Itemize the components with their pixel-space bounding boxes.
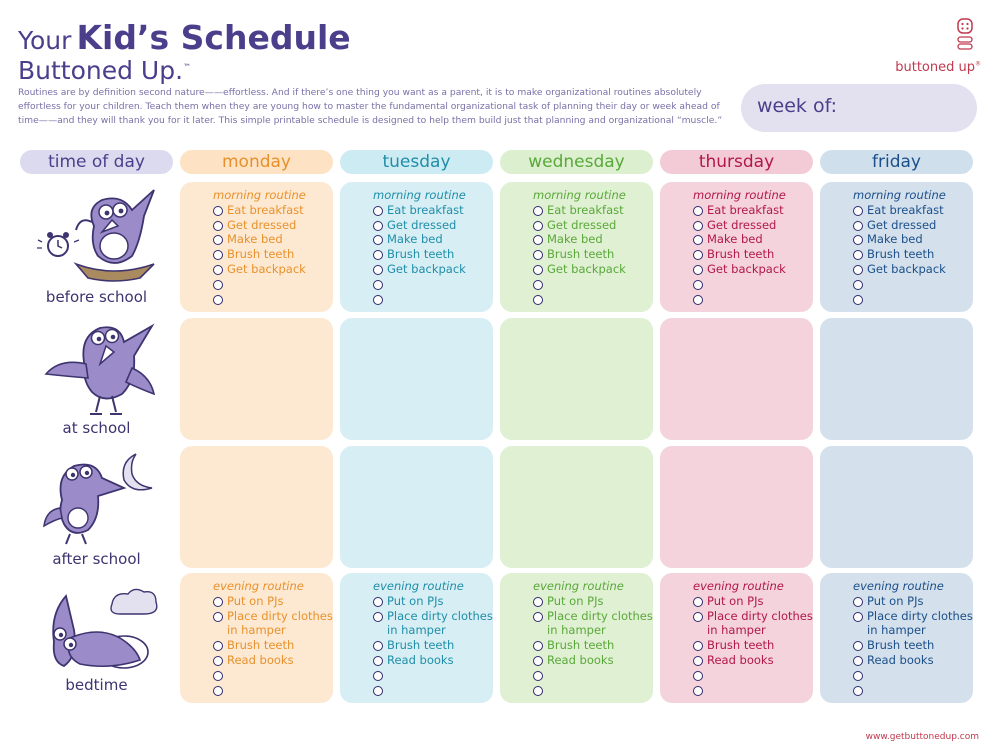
checkbox-circle-icon[interactable] <box>213 656 223 666</box>
routine-item-label: Make bed <box>547 232 603 247</box>
footer-url[interactable]: www.getbuttonedup.com <box>865 732 979 742</box>
routine-item[interactable] <box>533 232 626 247</box>
checkbox-circle-icon[interactable] <box>693 597 703 607</box>
routine-title: morning routine <box>853 188 946 202</box>
column-header-monday: monday <box>180 150 333 174</box>
cell-friday-at-school[interactable] <box>820 318 973 440</box>
routine-title: morning routine <box>693 188 786 202</box>
routine-item[interactable] <box>213 203 306 218</box>
checkbox-circle-icon[interactable] <box>213 206 223 216</box>
routine-item-continuation <box>213 623 333 638</box>
cell-tuesday-at-school[interactable] <box>340 318 493 440</box>
checkbox-circle-icon[interactable] <box>533 612 543 622</box>
blank-routine-item[interactable] <box>853 668 973 683</box>
cell-wednesday-at-school[interactable] <box>500 318 653 440</box>
routine-item-label: Place dirty clothes <box>707 608 813 623</box>
page-title <box>18 18 351 57</box>
routine-item-label: Read books <box>547 652 614 667</box>
cell-monday-after-school[interactable] <box>180 446 333 568</box>
checkbox-circle-icon[interactable] <box>693 265 703 275</box>
blank-routine-item[interactable] <box>853 292 946 307</box>
cell-wednesday-after-school[interactable] <box>500 446 653 568</box>
routine-item-label: Brush teeth <box>547 247 615 262</box>
morning-routine-list <box>693 188 786 306</box>
routine-item-label: Put on PJs <box>867 593 924 608</box>
checkbox-circle-icon[interactable] <box>693 280 703 290</box>
week-of-field[interactable] <box>741 84 977 132</box>
routine-item[interactable] <box>533 638 653 653</box>
routine-item-label: Brush teeth <box>707 247 775 262</box>
evening-routine-list <box>853 579 973 697</box>
blank-routine-item[interactable] <box>373 683 493 698</box>
brand-logo <box>881 18 981 80</box>
routine-item-label: Brush teeth <box>387 638 455 653</box>
routine-item[interactable] <box>213 609 333 624</box>
row-label-at-school: at school <box>62 419 131 437</box>
routine-item-label: in hamper <box>867 623 926 638</box>
checkbox-circle-icon[interactable] <box>373 265 383 275</box>
bird-cloud-icon <box>40 586 162 676</box>
routine-item-label: Make bed <box>707 232 763 247</box>
evening-routine-list <box>693 579 813 697</box>
checkbox-circle-icon[interactable] <box>213 280 223 290</box>
routine-item[interactable] <box>373 638 493 653</box>
routine-item[interactable] <box>373 653 493 668</box>
subtitle-text: Buttoned Up. <box>18 56 184 85</box>
checkbox-circle-icon[interactable] <box>693 671 703 681</box>
checkbox-circle-icon[interactable] <box>533 221 543 231</box>
routine-item[interactable] <box>533 247 626 262</box>
routine-title: evening routine <box>213 579 304 593</box>
bird-school-icon <box>40 318 158 418</box>
routine-item-label: Read books <box>867 652 934 667</box>
brand-name: buttoned up® <box>895 60 981 75</box>
routine-item-label: Eat breakfast <box>227 202 304 217</box>
checkbox-circle-icon[interactable] <box>213 235 223 245</box>
routine-item[interactable] <box>213 653 333 668</box>
checkbox-circle-icon[interactable] <box>213 597 223 607</box>
blank-routine-item[interactable] <box>213 277 306 292</box>
routine-item[interactable] <box>693 262 786 277</box>
cell-thursday-after-school[interactable] <box>660 446 813 568</box>
routine-item[interactable] <box>213 232 306 247</box>
routine-item-label: Make bed <box>867 232 923 247</box>
routine-item-label: Brush teeth <box>547 638 615 653</box>
checkbox-circle-icon[interactable] <box>693 206 703 216</box>
routine-item-label: Get backpack <box>547 261 626 276</box>
routine-item-label: Eat breakfast <box>547 202 624 217</box>
blank-routine-item[interactable] <box>533 277 626 292</box>
routine-item-label: Brush teeth <box>707 638 775 653</box>
routine-item-continuation <box>533 623 653 638</box>
routine-item-label: Brush teeth <box>227 247 295 262</box>
routine-item[interactable] <box>213 247 306 262</box>
blank-routine-item[interactable] <box>213 683 333 698</box>
routine-item-label: in hamper <box>387 623 446 638</box>
checkbox-circle-icon[interactable] <box>853 656 863 666</box>
trademark: ™ <box>183 62 192 72</box>
checkbox-circle-icon[interactable] <box>853 265 863 275</box>
routine-item[interactable] <box>533 653 653 668</box>
routine-item-label: Place dirty clothes <box>867 608 973 623</box>
routine-item[interactable] <box>373 232 466 247</box>
routine-title: evening routine <box>693 579 784 593</box>
routine-item[interactable] <box>853 247 946 262</box>
routine-item[interactable] <box>533 594 653 609</box>
routine-item[interactable] <box>373 203 466 218</box>
checkbox-circle-icon[interactable] <box>373 235 383 245</box>
checkbox-circle-icon[interactable] <box>373 250 383 260</box>
routine-item-label: Eat breakfast <box>867 202 944 217</box>
routine-item-continuation <box>853 623 973 638</box>
checkbox-circle-icon[interactable] <box>213 221 223 231</box>
routine-item-label: Eat breakfast <box>707 202 784 217</box>
blank-routine-item[interactable] <box>693 277 786 292</box>
routine-item-label: Read books <box>387 652 454 667</box>
routine-item[interactable] <box>533 218 626 233</box>
intro-text: Routines are by definition second nature——effortless. And if there’s one thing you want as a parent, it is to make organizational routines absolutely effortless for your children. Teach them when they are young how to master the fundamental organizational task of planning their day or week ahead of time——and they will thank you for it later. This simple printable schedule is designed to help them build just that planning and organizational “muscle.” <box>18 87 723 126</box>
cell-thursday-at-school[interactable] <box>660 318 813 440</box>
morning-routine-list <box>373 188 466 306</box>
blank-routine-item[interactable] <box>533 292 626 307</box>
routine-item-label: Brush teeth <box>227 638 295 653</box>
buttons-logo-icon <box>955 18 975 50</box>
routine-item[interactable] <box>853 262 946 277</box>
morning-routine-list <box>533 188 626 306</box>
column-header-thursday: thursday <box>660 150 813 174</box>
checkbox-circle-icon[interactable] <box>373 280 383 290</box>
routine-item[interactable] <box>853 653 973 668</box>
column-header-friday: friday <box>820 150 973 174</box>
evening-routine-list <box>373 579 493 697</box>
checkbox-circle-icon[interactable] <box>853 235 863 245</box>
routine-item-label: Put on PJs <box>707 593 764 608</box>
checkbox-circle-icon[interactable] <box>693 235 703 245</box>
checkbox-circle-icon[interactable] <box>373 221 383 231</box>
checkbox-circle-icon[interactable] <box>533 686 543 696</box>
routine-item-label: Get backpack <box>867 261 946 276</box>
routine-item[interactable] <box>853 594 973 609</box>
page-subtitle <box>18 56 191 85</box>
checkbox-circle-icon[interactable] <box>693 641 703 651</box>
checkbox-circle-icon[interactable] <box>373 656 383 666</box>
routine-item-label: Put on PJs <box>547 593 604 608</box>
checkbox-circle-icon[interactable] <box>213 671 223 681</box>
routine-item-label: in hamper <box>227 623 286 638</box>
routine-item-label: Place dirty clothes <box>387 608 493 623</box>
routine-item[interactable] <box>853 609 973 624</box>
bird-alarm-nest-icon <box>36 186 158 284</box>
row-label-bedtime: bedtime <box>65 676 128 694</box>
routine-item-label: Read books <box>707 652 774 667</box>
checkbox-circle-icon[interactable] <box>853 280 863 290</box>
checkbox-circle-icon[interactable] <box>533 597 543 607</box>
routine-item[interactable] <box>213 218 306 233</box>
checkbox-circle-icon[interactable] <box>533 295 543 305</box>
blank-routine-item[interactable] <box>373 292 466 307</box>
cell-monday-at-school[interactable] <box>180 318 333 440</box>
checkbox-circle-icon[interactable] <box>853 206 863 216</box>
checkbox-circle-icon[interactable] <box>853 295 863 305</box>
evening-routine-list <box>533 579 653 697</box>
checkbox-circle-icon[interactable] <box>373 206 383 216</box>
blank-routine-item[interactable] <box>533 683 653 698</box>
routine-item[interactable] <box>373 247 466 262</box>
routine-item-label: Read books <box>227 652 294 667</box>
routine-item-label: Brush teeth <box>867 247 935 262</box>
blank-routine-item[interactable] <box>373 668 493 683</box>
routine-item[interactable] <box>693 203 786 218</box>
routine-item[interactable] <box>853 218 946 233</box>
row-label-after-school: after school <box>52 550 141 568</box>
routine-item[interactable] <box>693 653 813 668</box>
checkbox-circle-icon[interactable] <box>853 221 863 231</box>
routine-item[interactable] <box>693 232 786 247</box>
column-header-wednesday: wednesday <box>500 150 653 174</box>
blank-routine-item[interactable] <box>853 683 973 698</box>
routine-item-label: Place dirty clothes <box>227 608 333 623</box>
routine-item[interactable] <box>373 609 493 624</box>
routine-item-continuation <box>693 623 813 638</box>
blank-routine-item[interactable] <box>693 292 786 307</box>
checkbox-circle-icon[interactable] <box>693 656 703 666</box>
routine-title: evening routine <box>373 579 464 593</box>
routine-item[interactable] <box>693 638 813 653</box>
routine-item[interactable] <box>693 609 813 624</box>
routine-item-label: Get dressed <box>867 217 937 232</box>
checkbox-circle-icon[interactable] <box>853 641 863 651</box>
routine-item[interactable] <box>853 638 973 653</box>
evening-routine-list <box>213 579 333 697</box>
blank-routine-item[interactable] <box>693 683 813 698</box>
routine-item-label: Brush teeth <box>387 247 455 262</box>
routine-item[interactable] <box>853 232 946 247</box>
routine-item-label: Get dressed <box>547 217 617 232</box>
checkbox-circle-icon[interactable] <box>853 612 863 622</box>
routine-item-label: Get dressed <box>387 217 457 232</box>
morning-routine-list <box>853 188 946 306</box>
routine-item[interactable] <box>373 262 466 277</box>
checkbox-circle-icon[interactable] <box>373 612 383 622</box>
routine-title: morning routine <box>373 188 466 202</box>
routine-item-label: Put on PJs <box>227 593 284 608</box>
routine-item-label: Put on PJs <box>387 593 444 608</box>
checkbox-circle-icon[interactable] <box>693 221 703 231</box>
title-your: Your <box>18 26 72 55</box>
checkbox-circle-icon[interactable] <box>213 641 223 651</box>
checkbox-circle-icon[interactable] <box>533 250 543 260</box>
checkbox-circle-icon[interactable] <box>693 612 703 622</box>
cell-tuesday-after-school[interactable] <box>340 446 493 568</box>
routine-item-label: Get dressed <box>707 217 777 232</box>
routine-item[interactable] <box>213 262 306 277</box>
morning-routine-list <box>213 188 306 306</box>
checkbox-circle-icon[interactable] <box>213 686 223 696</box>
checkbox-circle-icon[interactable] <box>213 250 223 260</box>
routine-title: morning routine <box>533 188 626 202</box>
checkbox-circle-icon[interactable] <box>533 235 543 245</box>
routine-item[interactable] <box>853 203 946 218</box>
routine-item-label: Get backpack <box>707 261 786 276</box>
checkbox-circle-icon[interactable] <box>373 686 383 696</box>
blank-routine-item[interactable] <box>533 668 653 683</box>
blank-routine-item[interactable] <box>693 668 813 683</box>
checkbox-circle-icon[interactable] <box>533 206 543 216</box>
checkbox-circle-icon[interactable] <box>533 280 543 290</box>
routine-item[interactable] <box>693 594 813 609</box>
checkbox-circle-icon[interactable] <box>853 597 863 607</box>
routine-item-label: in hamper <box>547 623 606 638</box>
routine-item-label: Make bed <box>227 232 283 247</box>
blank-routine-item[interactable] <box>373 277 466 292</box>
routine-item-label: Get backpack <box>227 261 306 276</box>
row-label-before-school: before school <box>45 288 148 306</box>
routine-item[interactable] <box>373 218 466 233</box>
cell-friday-after-school[interactable] <box>820 446 973 568</box>
column-header-time-of-day: time of day <box>20 150 173 174</box>
checkbox-circle-icon[interactable] <box>693 250 703 260</box>
routine-item[interactable] <box>533 609 653 624</box>
routine-item[interactable] <box>213 638 333 653</box>
title-main: Kid’s Schedule <box>76 18 351 57</box>
routine-item-label: in hamper <box>707 623 766 638</box>
checkbox-circle-icon[interactable] <box>853 250 863 260</box>
routine-item-label: Get backpack <box>387 261 466 276</box>
blank-routine-item[interactable] <box>853 277 946 292</box>
blank-routine-item[interactable] <box>213 668 333 683</box>
week-of-label: week of: <box>757 95 837 117</box>
routine-item-label: Brush teeth <box>867 638 935 653</box>
routine-item-label: Get dressed <box>227 217 297 232</box>
routine-item[interactable] <box>373 594 493 609</box>
routine-item-label: Place dirty clothes <box>547 608 653 623</box>
blank-routine-item[interactable] <box>213 292 306 307</box>
routine-item[interactable] <box>693 218 786 233</box>
routine-title: morning routine <box>213 188 306 202</box>
routine-item-label: Make bed <box>387 232 443 247</box>
routine-item[interactable] <box>533 203 626 218</box>
routine-item-continuation <box>373 623 493 638</box>
routine-item[interactable] <box>213 594 333 609</box>
checkbox-circle-icon[interactable] <box>213 295 223 305</box>
checkbox-circle-icon[interactable] <box>213 265 223 275</box>
checkbox-circle-icon[interactable] <box>853 671 863 681</box>
checkbox-circle-icon[interactable] <box>373 295 383 305</box>
checkbox-circle-icon[interactable] <box>693 295 703 305</box>
checkbox-circle-icon[interactable] <box>213 612 223 622</box>
routine-item-label: Eat breakfast <box>387 202 464 217</box>
checkbox-circle-icon[interactable] <box>373 671 383 681</box>
checkbox-circle-icon[interactable] <box>373 597 383 607</box>
routine-title: evening routine <box>853 579 944 593</box>
checkbox-circle-icon[interactable] <box>373 641 383 651</box>
column-header-tuesday: tuesday <box>340 150 493 174</box>
checkbox-circle-icon[interactable] <box>853 686 863 696</box>
checkbox-circle-icon[interactable] <box>533 265 543 275</box>
routine-item[interactable] <box>693 247 786 262</box>
checkbox-circle-icon[interactable] <box>533 656 543 666</box>
checkbox-circle-icon[interactable] <box>533 671 543 681</box>
bird-moon-icon <box>40 448 158 548</box>
checkbox-circle-icon[interactable] <box>533 641 543 651</box>
checkbox-circle-icon[interactable] <box>693 686 703 696</box>
routine-title: evening routine <box>533 579 624 593</box>
routine-item[interactable] <box>533 262 626 277</box>
